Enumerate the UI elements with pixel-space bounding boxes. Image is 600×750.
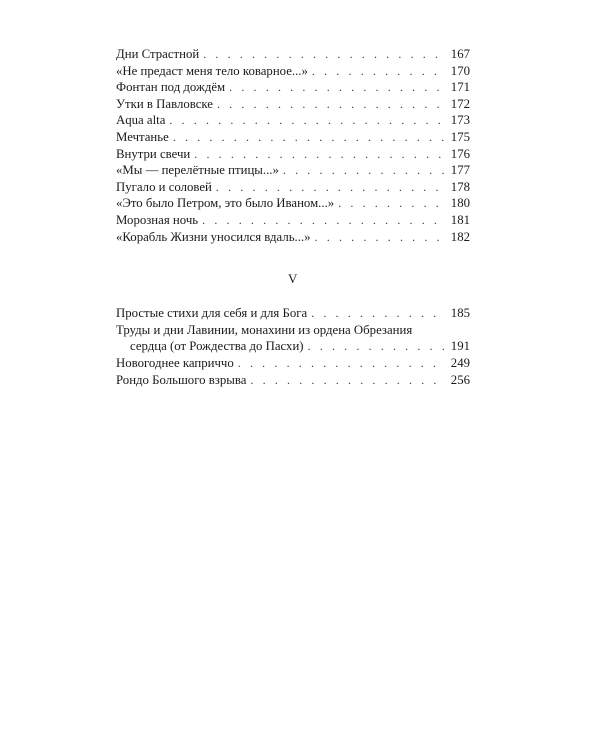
toc-leader-dots [308, 338, 444, 355]
toc-leader-dots [217, 96, 444, 113]
toc-entry-title-continuation-line [116, 338, 470, 355]
toc-entry-title: Мечтанье [116, 129, 169, 144]
toc-entry [116, 355, 470, 372]
toc-entry [116, 195, 470, 212]
toc-entry-page: 170 [450, 63, 470, 78]
toc-entry-page: 180 [450, 196, 470, 211]
toc-entry [116, 162, 470, 179]
toc-entry-title: Рондо Большого взрыва [116, 372, 247, 387]
toc-entry-title: Фонтан под дождём [116, 80, 226, 95]
toc-entry-page: 182 [450, 229, 470, 244]
toc-entry [116, 146, 470, 163]
toc-entry-title: Внутри свечи [116, 146, 191, 161]
toc-entry-page: 249 [450, 355, 470, 370]
toc-entry-page: 175 [450, 129, 470, 144]
toc-entry [116, 112, 470, 129]
toc-entry [116, 322, 470, 355]
toc-entry-page: 256 [450, 372, 470, 387]
toc-entry-title: Труды и дни Лавинии, монахини из ордена Обрезания [116, 322, 413, 337]
toc-entry [116, 46, 470, 63]
toc-leader-dots [203, 46, 444, 63]
toc-leader-dots [169, 112, 444, 129]
toc-leader-dots [312, 63, 444, 80]
toc-entry-title: Новогоднее каприччо [116, 355, 234, 370]
toc-entry-page: 185 [450, 306, 470, 321]
section-heading: V [288, 271, 298, 287]
toc-leader-dots [202, 212, 444, 229]
toc-leader-dots [238, 355, 444, 372]
toc-entry-page: 173 [450, 113, 470, 128]
toc-entry [116, 63, 470, 80]
toc-entry-page: 167 [450, 47, 470, 61]
toc-entry-title: «Это было Петром, это было Иваном...» [116, 196, 335, 211]
toc-entry [116, 305, 470, 322]
toc-leader-dots [311, 305, 444, 322]
toc-entry-title: Aqua alta [116, 113, 166, 128]
toc-section-iv [116, 46, 470, 245]
toc-leader-dots [216, 179, 444, 196]
toc-entry-title: «Мы — перелётные птицы...» [116, 163, 279, 178]
toc-entry-page: 181 [450, 212, 470, 227]
toc-entry-page: 191 [450, 339, 470, 354]
toc-entry-page: 176 [450, 146, 470, 161]
toc-entry-title: Простые стихи для себя и для Бога [116, 306, 308, 321]
toc-entry-title: Морозная ночь [116, 212, 199, 227]
toc-entry [116, 129, 470, 146]
toc-entry-title-continuation: сердца (от Рождества до Пасхи) [130, 339, 304, 354]
toc-entry [116, 212, 470, 229]
toc-entry-title: «Корабль Жизни уносился вдаль...» [116, 229, 311, 244]
toc-leader-dots [283, 162, 444, 179]
toc-entry-page: 171 [450, 80, 470, 95]
toc-leader-dots [194, 146, 444, 163]
toc-entry [116, 229, 470, 246]
toc-leader-dots [173, 129, 444, 146]
toc-leader-dots [315, 229, 444, 246]
toc-leader-dots [338, 195, 444, 212]
toc-entry-page: 177 [450, 163, 470, 178]
toc-leader-dots [229, 79, 444, 96]
toc-entry-page: 172 [450, 96, 470, 111]
toc-entry [116, 96, 470, 113]
toc-entry-title: «Не предаст меня тело коварное...» [116, 63, 308, 78]
toc-entry-page: 178 [450, 179, 470, 194]
toc-section-v [116, 305, 470, 388]
toc-leader-dots [250, 372, 444, 389]
toc-entry-title: Пугало и соловей [116, 179, 212, 194]
toc-page [116, 46, 470, 388]
toc-entry-title: Утки в Павловске [116, 96, 213, 111]
toc-entry [116, 179, 470, 196]
toc-entry [116, 79, 470, 96]
toc-entry-title: Дни Страстной [116, 47, 200, 61]
toc-entry [116, 372, 470, 389]
